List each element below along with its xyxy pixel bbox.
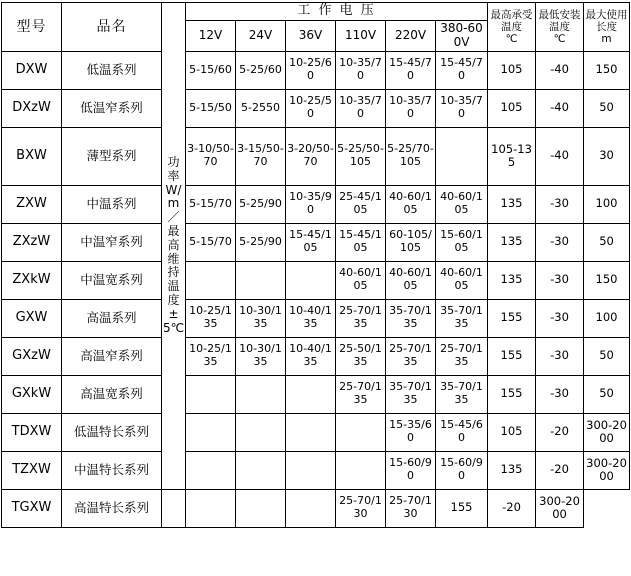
table-row [2,375,630,413]
cell-v220: 40-60/105 [386,261,436,299]
cell-max-temp: 105 [488,413,536,451]
cell-v380: 15-45/60 [436,413,488,451]
cell-min-temp: -40 [536,51,584,89]
header-voltage-24v: 24V [236,20,286,51]
table-row [2,127,630,185]
header-voltage-380-600v: 380-600V [436,20,488,51]
cell-max-temp: 135 [488,261,536,299]
table-row [2,337,630,375]
cell-v24: 5-25/90 [236,223,286,261]
cell-v220: 15-35/60 [386,413,436,451]
header-min-install-temp [536,3,584,52]
cell-v110: 40-60/105 [336,261,386,299]
cell-v380: 40-60/105 [436,185,488,223]
cell-v24: 10-30/135 [236,299,286,337]
cell-product-name: 中温窄系列 [62,223,162,261]
table-row [2,185,630,223]
cell-max-temp: 155 [488,375,536,413]
cell-min-temp: -20 [536,413,584,451]
cell-max-length: 50 [584,223,630,261]
cell-v110: 10-35/70 [336,89,386,127]
table-row [2,413,630,451]
cell-max-length: 150 [584,261,630,299]
cell-max-temp: 135 [488,451,536,489]
cell-product-name: 高温宽系列 [62,375,162,413]
cell-max-length: 300-2000 [584,413,630,451]
power-label-char-12: 5℃ [163,320,185,335]
cell-v380: 25-70/130 [386,489,436,527]
cell-v36 [286,261,336,299]
cell-v24 [236,261,286,299]
power-label-char-10: 度 [167,293,180,308]
cell-v220: 60-105/105 [386,223,436,261]
header-min-install-temp-unit: ℃ [553,32,566,45]
cell-v36: 3-20/50-70 [286,127,336,185]
cell-min-temp: -20 [488,489,536,527]
cell-v220: 5-25/70-105 [386,127,436,185]
power-label-char-3: W/m [165,182,182,211]
cell-v110: 25-45/105 [336,185,386,223]
cell-min-temp: -30 [536,375,584,413]
cell-v110: 25-70/135 [336,375,386,413]
cell-v380: 15-60/90 [436,451,488,489]
cell-v380: 10-35/70 [436,89,488,127]
cell-v220: 15-60/90 [386,451,436,489]
cell-v110: 25-70/135 [336,299,386,337]
cell-v12: 10-25/135 [186,299,236,337]
cell-v110: 15-45/105 [336,223,386,261]
cell-v36: 10-40/135 [286,337,336,375]
header-working-voltage: 工 作 电 压 [186,3,488,21]
cell-v110: 10-35/70 [336,51,386,89]
cell-v110 [286,489,336,527]
cell-v12: 5-15/50 [186,89,236,127]
header-max-length-text: 最大使用长度 [585,8,628,33]
cell-max-length: 50 [584,89,630,127]
header-max-length [584,3,630,52]
power-label-char-9: 温 [167,279,180,294]
cell-min-temp: -20 [536,451,584,489]
power-label-char-2: 率 [167,168,180,183]
cell-v36: 10-25/60 [286,51,336,89]
cell-product-name: 低温系列 [62,51,162,89]
header-power-vertical [162,3,186,490]
header-voltage-12v: 12V [186,20,236,51]
cell-product-name: 低温特长系列 [62,413,162,451]
cell-v220: 15-45/70 [386,51,436,89]
cell-max-length: 100 [584,185,630,223]
cell-v220: 10-35/70 [386,89,436,127]
table-row [2,489,630,527]
cell-product-name: 低温窄系列 [62,89,162,127]
power-label-char-4: ／ [167,210,180,225]
cell-v12 [186,413,236,451]
cell-v12: 5-15/70 [186,185,236,223]
cell-model: TGXW [2,489,62,527]
cell-v380: 35-70/135 [436,375,488,413]
cell-v380: 15-60/105 [436,223,488,261]
header-voltage-36v: 36V [286,20,336,51]
cell-v36: 10-40/135 [286,299,336,337]
power-label-char-7: 维 [167,251,180,266]
power-label-char-11: ± [168,306,179,321]
cell-max-length: 100 [584,299,630,337]
cell-product-name: 中温系列 [62,185,162,223]
cell-max-temp: 155 [436,489,488,527]
cell-max-length: 50 [584,375,630,413]
cell-max-temp: 135 [488,223,536,261]
cell-v380: 40-60/105 [436,261,488,299]
power-label-char-6: 高 [167,237,180,252]
power-label-char-5: 最 [167,224,180,239]
cell-v36: 10-35/90 [286,185,336,223]
cell-v12 [186,451,236,489]
header-model: 型号 [2,3,62,52]
cell-max-length: 150 [584,51,630,89]
cell-v36: 10-25/50 [286,89,336,127]
cell-max-length: 300-2000 [536,489,584,527]
cell-product-name: 薄型系列 [62,127,162,185]
cell-model: GXkW [2,375,62,413]
cell-min-temp: -40 [536,127,584,185]
cell-v220: 35-70/135 [386,375,436,413]
cell-v220: 25-70/130 [336,489,386,527]
cell-v36 [236,489,286,527]
table-row [2,89,630,127]
cell-max-temp: 135 [488,185,536,223]
cell-v24 [236,413,286,451]
header-min-install-temp-text: 最低安装温度 [538,8,581,33]
cell-v24 [236,375,286,413]
cell-v36: 15-45/105 [286,223,336,261]
cell-max-temp: 105 [488,51,536,89]
header-max-length-unit: m [601,32,612,45]
header-product-name: 品名 [62,3,162,52]
cell-model: ZXW [2,185,62,223]
cell-min-temp: -30 [536,185,584,223]
cell-v110: 25-50/135 [336,337,386,375]
cell-model: ZXkW [2,261,62,299]
cell-v24: 3-15/50-70 [236,127,286,185]
cell-v380: 15-45/70 [436,51,488,89]
cell-v12: 10-25/135 [186,337,236,375]
header-max-temp-unit: ℃ [505,32,518,45]
header-voltage-220v: 220V [386,20,436,51]
header-max-temp [488,3,536,52]
cell-model: TDXW [2,413,62,451]
cell-v110: 5-25/50-105 [336,127,386,185]
cell-model: GXW [2,299,62,337]
cell-max-temp: 155 [488,299,536,337]
power-label-char-8: 持 [167,265,180,280]
cell-min-temp: -30 [536,261,584,299]
cell-v36 [286,375,336,413]
cell-v110 [336,413,386,451]
cell-v110 [336,451,386,489]
cell-v24: 10-30/135 [236,337,286,375]
cell-model: BXW [2,127,62,185]
cell-product-name: 高温特长系列 [62,489,162,527]
cell-v220: 40-60/105 [386,185,436,223]
cell-v380 [436,127,488,185]
cell-v24 [236,451,286,489]
cell-v380: 35-70/135 [436,299,488,337]
cell-v24: 5-2550 [236,89,286,127]
table-row [2,223,630,261]
table-row [2,261,630,299]
header-voltage-110v: 110V [336,20,386,51]
cell-v12: 5-15/70 [186,223,236,261]
cell-v380: 25-70/135 [436,337,488,375]
cell-product-name: 高温窄系列 [62,337,162,375]
cell-v12: 3-10/50-70 [186,127,236,185]
cell-max-length: 300-2000 [584,451,630,489]
header-max-temp-text: 最高承受温度 [490,8,533,33]
cell-product-name: 中温宽系列 [62,261,162,299]
cell-v24: 5-25/90 [236,185,286,223]
cell-v24 [186,489,236,527]
cell-v12 [186,375,236,413]
cell-max-length: 30 [584,127,630,185]
cell-v220: 35-70/135 [386,299,436,337]
cell-min-temp: -40 [536,89,584,127]
cell-v12 [186,261,236,299]
table-row [2,51,630,89]
cell-min-temp: -30 [536,337,584,375]
cell-max-temp: 105 [488,89,536,127]
cell-v12: 5-15/60 [186,51,236,89]
table-row [2,299,630,337]
cell-v24: 5-25/60 [236,51,286,89]
cell-min-temp: -30 [536,223,584,261]
cell-model: ZXzW [2,223,62,261]
cell-max-length: 50 [584,337,630,375]
cell-v36 [286,451,336,489]
cell-min-temp: -30 [536,299,584,337]
cell-product-name: 中温特长系列 [62,451,162,489]
power-label-char-1: 功 [167,155,180,170]
cell-max-temp: 155 [488,337,536,375]
cell-v12 [162,489,186,527]
cell-model: DXW [2,51,62,89]
table-header-row-1 [2,3,630,21]
cell-max-temp: 105-135 [488,127,536,185]
cell-model: DXzW [2,89,62,127]
cell-product-name: 高温系列 [62,299,162,337]
cell-model: TZXW [2,451,62,489]
cell-model: GXzW [2,337,62,375]
cell-v220: 25-70/135 [386,337,436,375]
table-row [2,451,630,489]
specification-table [1,2,630,528]
cell-v36 [286,413,336,451]
